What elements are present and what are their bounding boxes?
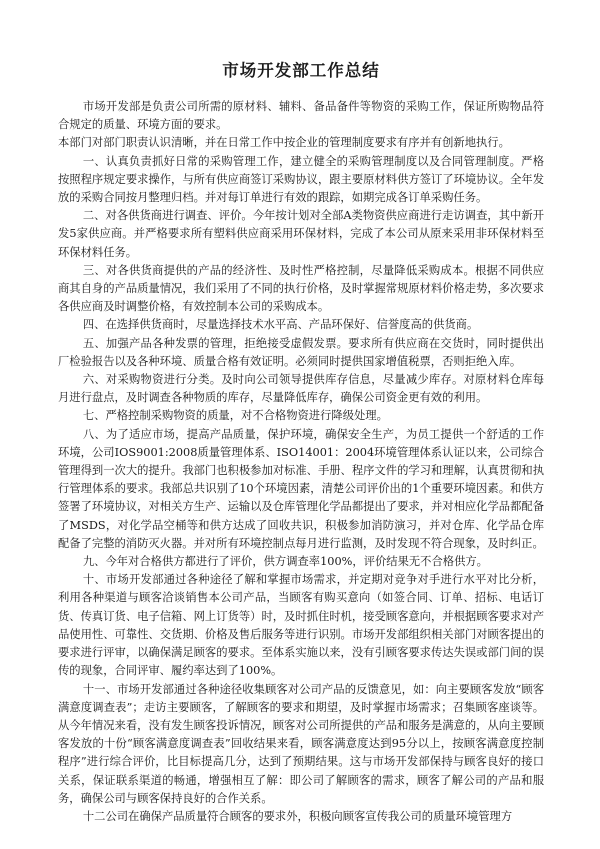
paragraph-item-9: 九、今年对合格供方都进行了评价，供方调查率100%，评价结果无不合格供方。 <box>82 555 488 569</box>
paragraph-item-4: 四、在选择供货商时，尽量选择技术水平高、产品环保好、信誉度高的供货商。 <box>82 318 479 332</box>
paragraph-item-12: 十二公司在确保产品质量符合顾客的要求外，积极向顾客宣传我公司的质量环境管理方 <box>82 809 513 823</box>
paragraph-item-5: 五、加强产品各种发票的管理，拒绝接受虚假发票。要求所有供应商在交货时，同时提供出厂检验报告以及各种环境、质量合格有效证明。必须同时提供国家增值税票，否则拒绝入库。 <box>58 336 544 368</box>
paragraph-item-11: 十一、市场开发部通过各种途径收集顾客对公司产品的反馈意见，如：向主要顾客发放“顾客满意度调查表”；走访主要顾客，了解顾客的要求和期望，及时掌握市场需求；召集顾客座谈等。从今年情况来看，没有发生顾客投诉情况，顾客对公司所提供的产品和服务是满意的，从向主要顾客发放的十份“顾客满意度调查表”回收结果来看，顾客满意度达到95分以上，按顾客满意度控制程序”进行综合评价，比目标提高几分，达到了预期结果。这与市场开发部保持与顾客良好的接口关系，保证联系渠道的畅通，增强相互了解：即公司了解顾客的需求，顾客了解公司的产品和服务，确保公司与顾客保持良好的合作关系。 <box>58 682 544 805</box>
paragraph-department-duty: 本部门对部门职责认识清晰，并在日常工作中按企业的管理制度要求有序并有创新地执行。 <box>58 136 510 150</box>
paragraph-item-1: 一、认真负责抓好日常的采购管理工作，建立健全的采购管理制度以及合同管理制度。严格按照程序规定要求操作，与所有供应商签订采购协议，跟主要原材料供方签订了环境协议。全年发放的采购合同按月整理归档。并对每订单进行有效的跟踪，如期完成各订单采购任务。 <box>58 154 544 205</box>
paragraph-intro: 市场开发部是负责公司所需的原材料、辅料、备品备件等物资的采购工作，保证所购物品符合规定的质量、环境方面的要求。 <box>58 100 544 132</box>
paragraph-item-7: 七、严格控制采购物资的质量，对不合格物资进行降级处理。 <box>82 409 388 423</box>
paragraph-item-6: 六、对采购物资进行分类。及时向公司领导提供库存信息，尽量减少库存。对原材料仓库每月进行盘点，及时调查各种物质的库存，尽量降低库存，确保公司资金更有效的利用。 <box>58 373 544 405</box>
document-body <box>58 98 544 826</box>
paragraph-item-8: 八、为了适应市场，提高产品质量，保护环境，确保安全生产，为员工提供一个舒适的工作环境，公司IOS9001:2008质量管理体系、ISO14001：2004环境管理体系认证以来，公司综合管理得到一次大的提升。我部门也积极参加对标准、手册、程序文件的学习和理解，认真贯彻和执行管理体系的要求。我部总共识别了10个环境因素，清楚公司评价出的1个重要环境因素。和供方签署了环境协议，对相关方生产、运输以及仓库管理化学品都提出了要求，并对相应化学品都配备了MSDS，对化学品空桶等和供方达成了回收共识，积极参加消防演习，并对仓库、化学品仓库配备了完整的消防灭火器。并对所有环境控制点每月进行监测，及时发现不符合现象，及时纠正。 <box>58 427 544 550</box>
paragraph-item-3: 三、对各供货商提供的产品的经济性、及时性严格控制，尽量降低采购成本。根据不同供应商其自身的产品质量情况，我们采用了不同的执行价格，及时掌握常规原材料价格走势，多次要求各供应商及时调整价格，有效控制本公司的采购成本。 <box>58 263 544 314</box>
paragraph-item-10: 十、市场开发部通过各种途径了解和掌握市场需求，并定期对竞争对手进行水平对比分析，利用各种渠道与顾客洽谈销售本公司产品，当顾客有购买意向（如签合同、订单、招标、电话订货、传真订货、电子信箱、网上订货等）时，及时抓住时机，接受顾客意向，并根据顾客要求对产品使用性、可靠性、交货期、价格及售后服务等进行识别。市场开发部组织相关部门对顾客提出的要求进行评审，以确保满足顾客的要求。至体系实施以来，没有引顾客要求传达失误或部门间的误传的现象，合同评审、履约率达到了100%。 <box>58 573 544 678</box>
paragraph-item-2: 二、对各供货商进行调查、评价。今年按计划对全部A类物资供应商进行走访调查，其中新开发5家供应商。并严格要求所有塑料供应商采用环保材料，完成了本公司从原来采用非环保材料至环保材料任务。 <box>58 209 544 259</box>
page-title: 市场开发部工作总结 <box>222 61 380 80</box>
